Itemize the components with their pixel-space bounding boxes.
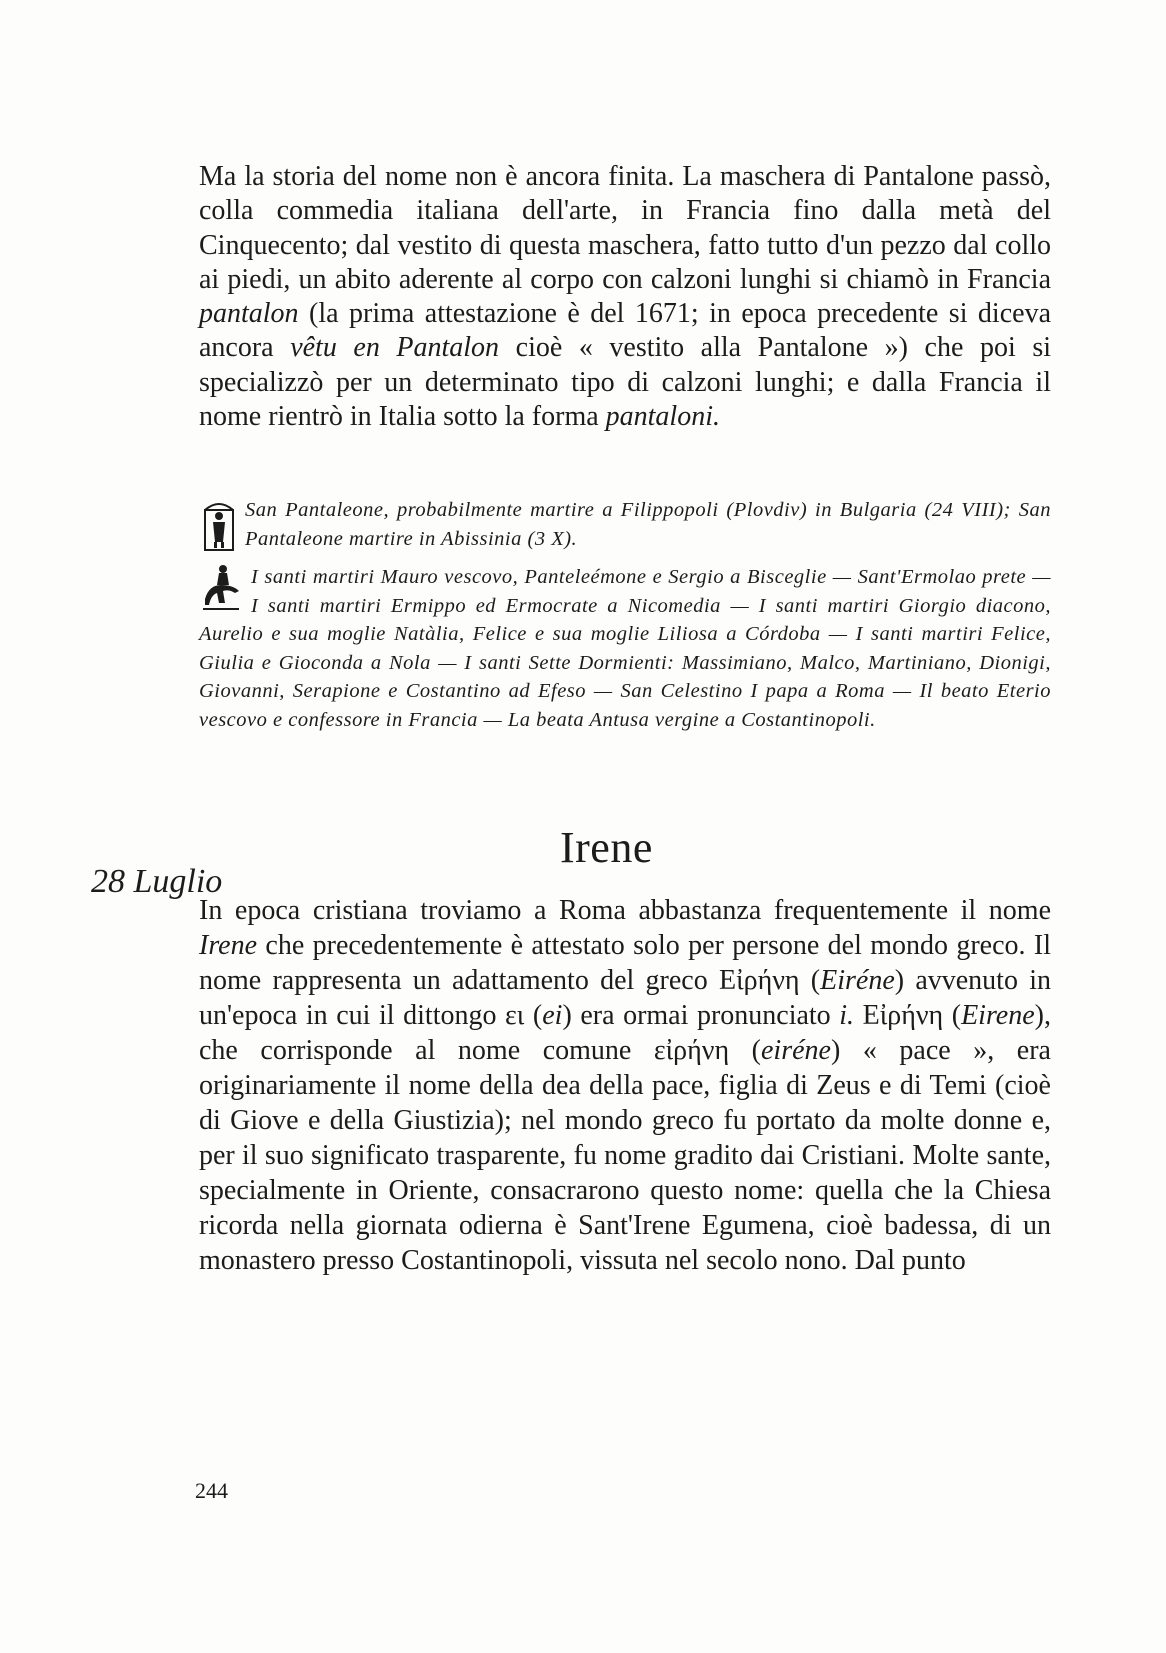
saints-other-list: I santi martiri Mauro vescovo, Panteleémone e Sergio a Bisceglie — Sant'Ermolao prete — I santi martiri Ermippo ed Ermocrate a Nicomedia — I santi martiri Giorgio diacono, Aurelio e sua moglie Natàlia, Felice e sua moglie Liliosa a Córdoba — I santi martiri Felice, Giulia e Gioconda a Nola — I santi Sette Dormienti: Massimiano, Malco, Martiniano, Dionigi, Giovanni, Serapione e Costantino ad Efeso — San Celestino I papa a Roma — Il beato Eterio vescovo e confessore in Francia — La beata Antusa vergine a Costantinopoli. — [199, 563, 1051, 734]
saints-primary-list: San Pantaleone, probabilmente martire a Filippopoli (Plovdiv) in Bulgaria (24 VIII); San Pantaleone martire in Abissinia (3 X). — [199, 496, 1051, 553]
horse-rider-icon — [199, 563, 243, 613]
paragraph-pantalone-history: Ma la storia del nome non è ancora finita. La maschera di Pantalone passò, colla commedia italiana dell'arte, in Francia fino dalla metà del Cinquecento; dal vestito di questa maschera, fatto tutto d'un pezzo dal collo ai piedi, un abito aderente al corpo con calzoni lunghi si chiamò in Francia pantalon (la prima attestazione è del 1671; in epoca precedente si diceva ancora vêtu en Pantalon cioè « vestito alla Pantalone ») che poi si specializzò per un determinato tipo di calzoni lunghi; e dalla Francia il nome rientrò in Italia sotto la forma pantaloni. — [199, 161, 1051, 433]
entry-title: Irene — [560, 823, 653, 872]
entry-date: 28 Luglio — [91, 863, 223, 900]
page-number: 244 — [195, 1478, 228, 1503]
paragraph-irene-history: In epoca cristiana troviamo a Roma abbastanza frequentemente il nome Irene che precedentemente è attestato solo per persone del mondo greco. Il nome rappresenta un adattamento del greco Εἰρήνη (Eiréne) avvenuto in un'epoca in cui il dittongo ει (ei) era ormai pronunciato i. Εἰρήνη (Eirene), che corrisponde al nome comune εἰρήνη (eiréne) « pace », era originariamente il nome della dea della pace, figlia di Zeus e di Temi (cioè di Giove e della Giustizia); nel mondo greco fu portato da molte donne e, per il suo significato trasparente, fu nome gradito dai Cristiani. Molte sante, specialmente in Oriente, consacrarono questo nome: quella che la Chiesa ricorda nella giornata odierna è Sant'Irene Egumena, cioè badessa, di un monastero presso Costantinopoli, vissuta nel secolo nono. Dal punto — [199, 895, 1051, 1276]
saint-figure-icon — [199, 498, 239, 552]
